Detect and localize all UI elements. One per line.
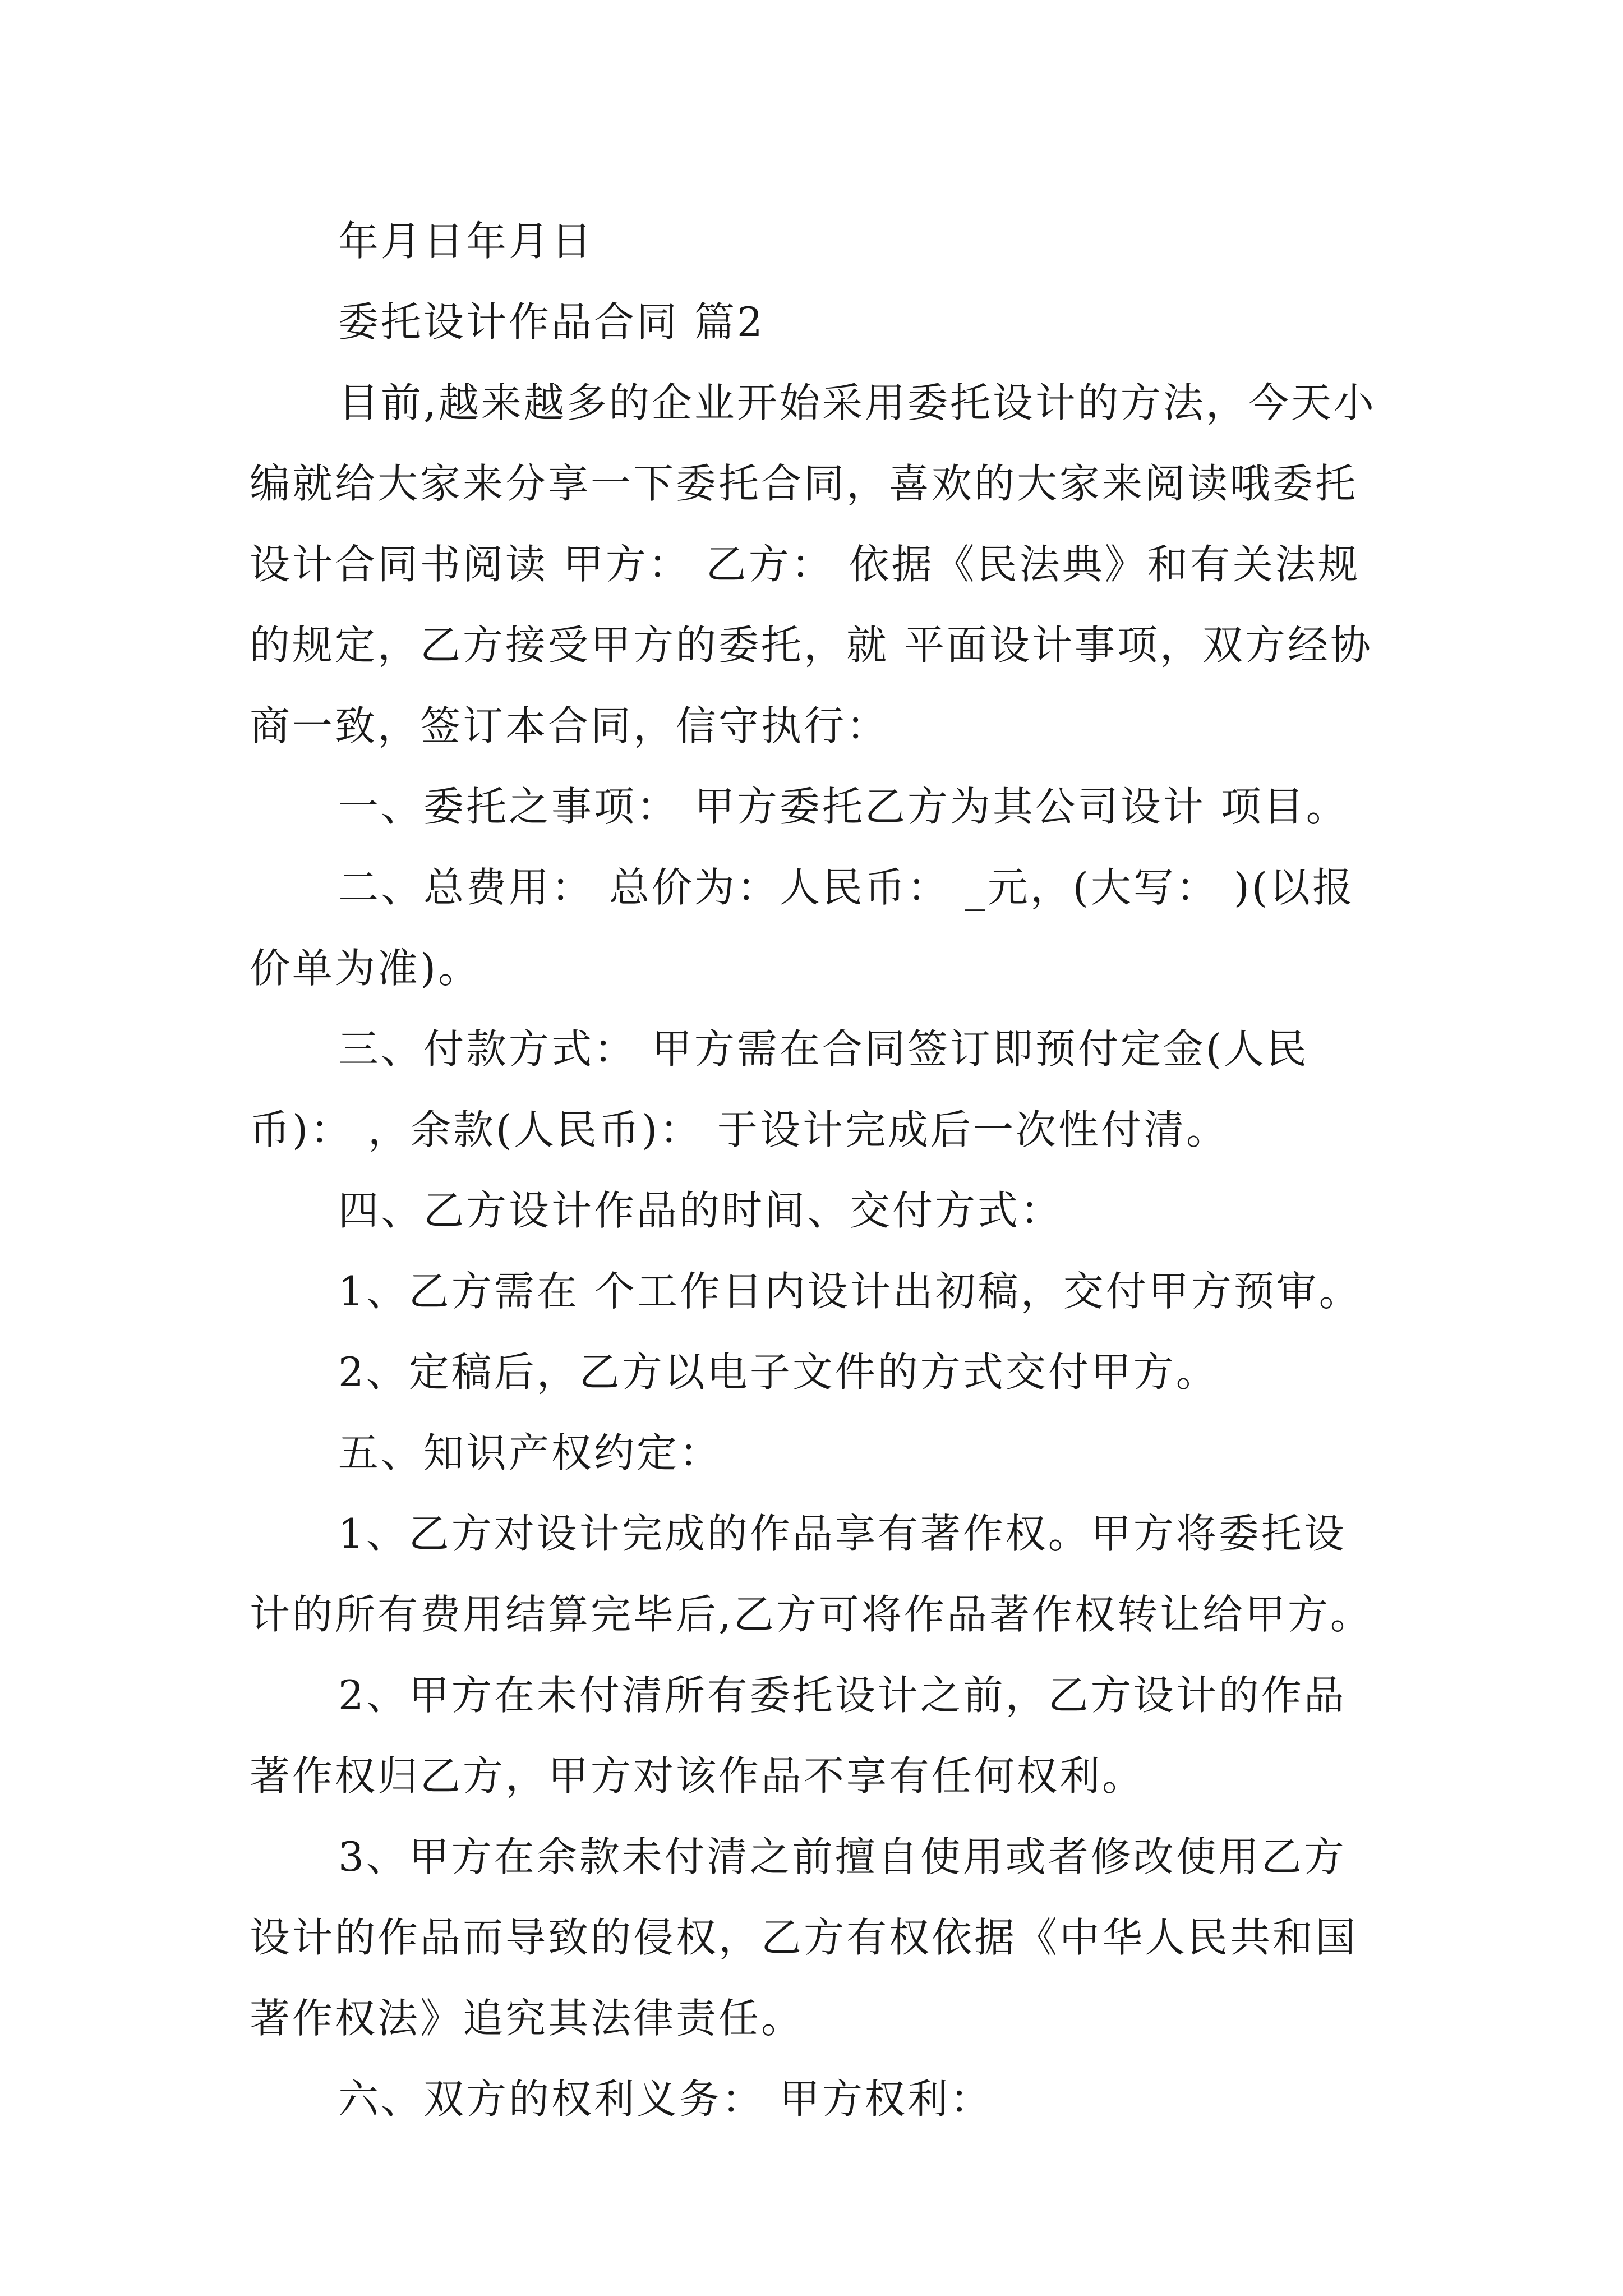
paragraph-clause-5-item-1: 1、乙方对设计完成的作品享有著作权。甲方将委托设计的所有费用结算完毕后,乙方可将作品著作权转让给甲方。 [250,1510,1373,1638]
paragraph-clause-5-item-3: 3、甲方在余款未付清之前擅自使用或者修改使用乙方设计的作品而导致的侵权，乙方有权依据《中华人民共和国著作权法》追究其法律责任。 [250,1833,1358,2042]
paragraph-clause-3: 三、付款方式： 甲方需在合同签订即预付定金(人民币)： ，余款(人民币)： 于设计完成后一次性付清。 [250,1025,1309,1153]
paragraph-clause-4: 四、乙方设计作品的时间、交付方式： [338,1187,1063,1234]
paragraph-date-line: 年月日年月日 [338,218,594,265]
paragraph-clause-5-item-2: 2、甲方在未付清所有委托设计之前，乙方设计的作品著作权归乙方，甲方对该作品不享有任何权利。 [250,1672,1347,1800]
paragraph-contract-title: 委托设计作品合同 篇2 [338,298,765,346]
paragraph-clause-4-item-1: 1、乙方需在 个工作日内设计出初稿，交付甲方预审。 [338,1268,1362,1315]
paragraph-clause-4-item-2: 2、定稿后，乙方以电子文件的方式交付甲方。 [338,1349,1219,1396]
paragraph-clause-2: 二、总费用： 总价为：人民币： _元，(大写： )(以报价单为准)。 [250,864,1355,992]
document-body [250,201,1388,2139]
paragraph-clause-6: 六、双方的权利义务： 甲方权利： [338,2076,993,2123]
paragraph-intro: 目前,越来越多的企业开始采用委托设计的方法，今天小编就给大家来分享一下委托合同，喜欢的大家来阅读哦委托设计合同书阅读 甲方： 乙方： 依据《民法典》和有关法规的规定，乙方接受甲方的委托，就 平面设计事项，双方经协商一致，签订本合同，信守执行： [250,379,1376,749]
paragraph-clause-1: 一、委托之事项： 甲方委托乙方为其公司设计 项目。 [338,783,1349,830]
paragraph-clause-5: 五、知识产权约定： [338,1429,722,1476]
